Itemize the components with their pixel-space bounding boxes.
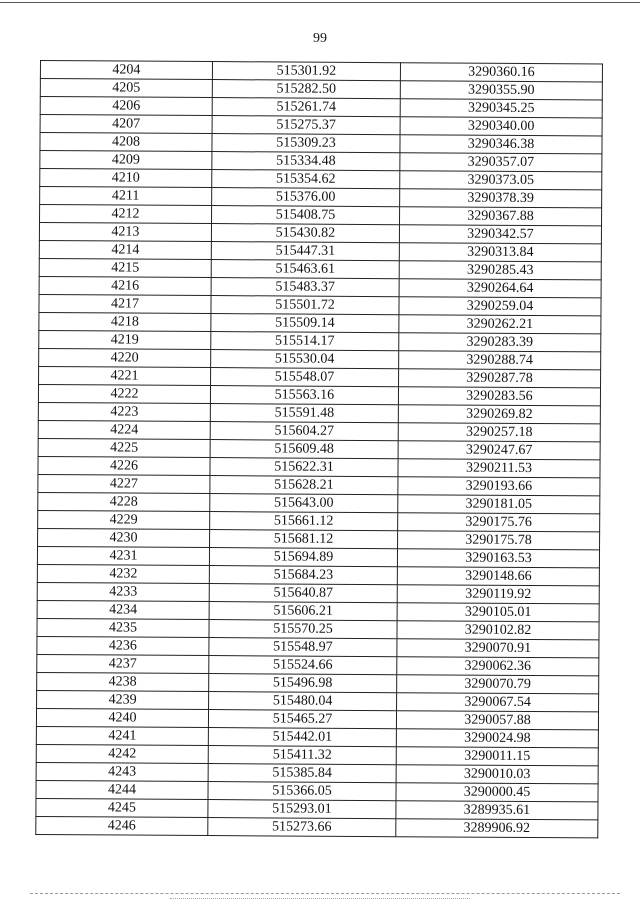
y-coordinate-cell: 3290119.92 (397, 585, 599, 604)
point-number-cell: 4242 (36, 744, 208, 763)
x-coordinate-cell: 515447.31 (211, 242, 399, 261)
point-number-cell: 4226 (38, 456, 210, 475)
x-coordinate-cell: 515309.23 (212, 134, 400, 153)
point-number-cell: 4214 (39, 240, 211, 259)
x-coordinate-cell: 515606.21 (209, 602, 397, 621)
point-number-cell: 4241 (36, 726, 208, 745)
y-coordinate-cell: 3290283.56 (398, 387, 600, 406)
y-coordinate-cell: 3290070.79 (397, 675, 599, 694)
top-rule (0, 2, 640, 3)
point-number-cell: 4233 (37, 582, 209, 601)
x-coordinate-cell: 515622.31 (210, 458, 398, 477)
scan-artifact-line (170, 898, 470, 900)
x-coordinate-cell: 515483.37 (211, 278, 399, 297)
point-number-cell: 4217 (39, 294, 211, 313)
y-coordinate-cell: 3290283.39 (399, 333, 601, 352)
x-coordinate-cell: 515463.61 (211, 260, 399, 279)
x-coordinate-cell: 515273.66 (208, 818, 396, 837)
y-coordinate-cell: 3290345.25 (400, 99, 602, 118)
x-coordinate-cell: 515548.07 (211, 368, 399, 387)
y-coordinate-cell: 3290175.78 (398, 531, 600, 550)
y-coordinate-cell: 3290269.82 (398, 405, 600, 424)
page-number: 99 (313, 31, 327, 46)
y-coordinate-cell: 3289906.92 (396, 819, 598, 838)
coordinate-table-container (35, 60, 602, 838)
point-number-cell: 4225 (38, 438, 210, 457)
point-number-cell: 4223 (38, 402, 210, 421)
point-number-cell: 4205 (40, 79, 212, 98)
y-coordinate-cell: 3290340.00 (400, 117, 602, 136)
point-number-cell: 4232 (37, 564, 209, 583)
y-coordinate-cell: 3290355.90 (400, 81, 602, 100)
point-number-cell: 4213 (39, 223, 211, 242)
y-coordinate-cell: 3290247.67 (398, 441, 600, 460)
y-coordinate-cell: 3290102.82 (397, 621, 599, 640)
point-number-cell: 4224 (38, 420, 210, 439)
y-coordinate-cell: 3290342.57 (399, 225, 601, 244)
point-number-cell: 4212 (40, 205, 212, 224)
x-coordinate-cell: 515548.97 (209, 638, 397, 657)
x-coordinate-cell: 515496.98 (209, 674, 397, 693)
y-coordinate-cell: 3290360.16 (400, 63, 602, 82)
y-coordinate-cell: 3290367.88 (400, 207, 602, 226)
x-coordinate-cell: 515514.17 (211, 332, 399, 351)
point-number-cell: 4244 (36, 780, 208, 799)
coordinate-table (35, 60, 603, 838)
y-coordinate-cell: 3290313.84 (399, 243, 601, 262)
point-number-cell: 4240 (36, 708, 208, 727)
y-coordinate-cell: 3290148.66 (397, 567, 599, 586)
x-coordinate-cell: 515275.37 (212, 116, 400, 135)
point-number-cell: 4245 (36, 798, 208, 817)
x-coordinate-cell: 515524.66 (209, 656, 397, 675)
x-coordinate-cell: 515509.14 (211, 314, 399, 333)
y-coordinate-cell: 3290057.88 (396, 711, 598, 730)
x-coordinate-cell: 515684.23 (209, 566, 397, 585)
x-coordinate-cell: 515480.04 (209, 692, 397, 711)
x-coordinate-cell: 515366.05 (208, 782, 396, 801)
point-number-cell: 4235 (37, 618, 209, 637)
y-coordinate-cell: 3290000.45 (396, 783, 598, 802)
y-coordinate-cell: 3290062.36 (397, 657, 599, 676)
table-row (36, 816, 598, 837)
x-coordinate-cell: 515681.12 (210, 530, 398, 549)
x-coordinate-cell: 515293.01 (208, 800, 396, 819)
x-coordinate-cell: 515570.25 (209, 620, 397, 639)
x-coordinate-cell: 515609.48 (210, 440, 398, 459)
y-coordinate-cell: 3290011.15 (396, 747, 598, 766)
x-coordinate-cell: 515430.82 (211, 224, 399, 243)
x-coordinate-cell: 515643.00 (210, 494, 398, 513)
point-number-cell: 4237 (37, 654, 209, 673)
y-coordinate-cell: 3290285.43 (399, 261, 601, 280)
point-number-cell: 4236 (37, 636, 209, 655)
point-number-cell: 4210 (40, 169, 212, 188)
point-number-cell: 4215 (39, 258, 211, 277)
y-coordinate-cell: 3290288.74 (399, 351, 601, 370)
y-coordinate-cell: 3290070.91 (397, 639, 599, 658)
point-number-cell: 4229 (38, 510, 210, 529)
x-coordinate-cell: 515501.72 (211, 296, 399, 315)
point-number-cell: 4221 (39, 366, 211, 385)
point-number-cell: 4207 (40, 115, 212, 134)
x-coordinate-cell: 515661.12 (210, 512, 398, 531)
scan-artifact-line (30, 893, 620, 896)
x-coordinate-cell: 515301.92 (212, 62, 400, 81)
y-coordinate-cell: 3290346.38 (400, 135, 602, 154)
y-coordinate-cell: 3290181.05 (398, 495, 600, 514)
x-coordinate-cell: 515282.50 (212, 80, 400, 99)
table-body (36, 61, 603, 838)
y-coordinate-cell: 3290373.05 (400, 171, 602, 190)
point-number-cell: 4218 (39, 312, 211, 331)
point-number-cell: 4246 (36, 816, 208, 835)
x-coordinate-cell: 515376.00 (212, 188, 400, 207)
y-coordinate-cell: 3290010.03 (396, 765, 598, 784)
x-coordinate-cell: 515563.16 (210, 386, 398, 405)
point-number-cell: 4216 (39, 276, 211, 295)
x-coordinate-cell: 515354.62 (212, 170, 400, 189)
y-coordinate-cell: 3289935.61 (396, 801, 598, 820)
point-number-cell: 4243 (36, 762, 208, 781)
x-coordinate-cell: 515604.27 (210, 422, 398, 441)
point-number-cell: 4231 (37, 546, 209, 565)
point-number-cell: 4222 (38, 384, 210, 403)
point-number-cell: 4227 (38, 474, 210, 493)
x-coordinate-cell: 515442.01 (208, 728, 396, 747)
y-coordinate-cell: 3290175.76 (398, 513, 600, 532)
y-coordinate-cell: 3290067.54 (397, 693, 599, 712)
point-number-cell: 4220 (39, 348, 211, 367)
y-coordinate-cell: 3290287.78 (399, 369, 601, 388)
y-coordinate-cell: 3290211.53 (398, 459, 600, 478)
y-coordinate-cell: 3290264.64 (399, 279, 601, 298)
point-number-cell: 4209 (40, 151, 212, 170)
y-coordinate-cell: 3290259.04 (399, 297, 601, 316)
x-coordinate-cell: 515591.48 (210, 404, 398, 423)
y-coordinate-cell: 3290378.39 (400, 189, 602, 208)
x-coordinate-cell: 515334.48 (212, 152, 400, 171)
y-coordinate-cell: 3290105.01 (397, 603, 599, 622)
x-coordinate-cell: 515628.21 (210, 476, 398, 495)
point-number-cell: 4228 (38, 492, 210, 511)
x-coordinate-cell: 515640.87 (209, 584, 397, 603)
point-number-cell: 4230 (38, 528, 210, 547)
y-coordinate-cell: 3290257.18 (398, 423, 600, 442)
point-number-cell: 4234 (37, 600, 209, 619)
x-coordinate-cell: 515385.84 (208, 764, 396, 783)
x-coordinate-cell: 515261.74 (212, 98, 400, 117)
y-coordinate-cell: 3290262.21 (399, 315, 601, 334)
y-coordinate-cell: 3290163.53 (397, 549, 599, 568)
point-number-cell: 4204 (40, 61, 212, 80)
x-coordinate-cell: 515408.75 (212, 206, 400, 225)
x-coordinate-cell: 515465.27 (208, 710, 396, 729)
x-coordinate-cell: 515694.89 (209, 548, 397, 567)
point-number-cell: 4211 (40, 187, 212, 206)
point-number-cell: 4206 (40, 97, 212, 116)
point-number-cell: 4219 (39, 330, 211, 349)
y-coordinate-cell: 3290024.98 (396, 729, 598, 748)
point-number-cell: 4208 (40, 133, 212, 152)
y-coordinate-cell: 3290193.66 (398, 477, 600, 496)
point-number-cell: 4239 (37, 690, 209, 709)
point-number-cell: 4238 (37, 672, 209, 691)
x-coordinate-cell: 515411.32 (208, 746, 396, 765)
x-coordinate-cell: 515530.04 (211, 350, 399, 369)
y-coordinate-cell: 3290357.07 (400, 153, 602, 172)
